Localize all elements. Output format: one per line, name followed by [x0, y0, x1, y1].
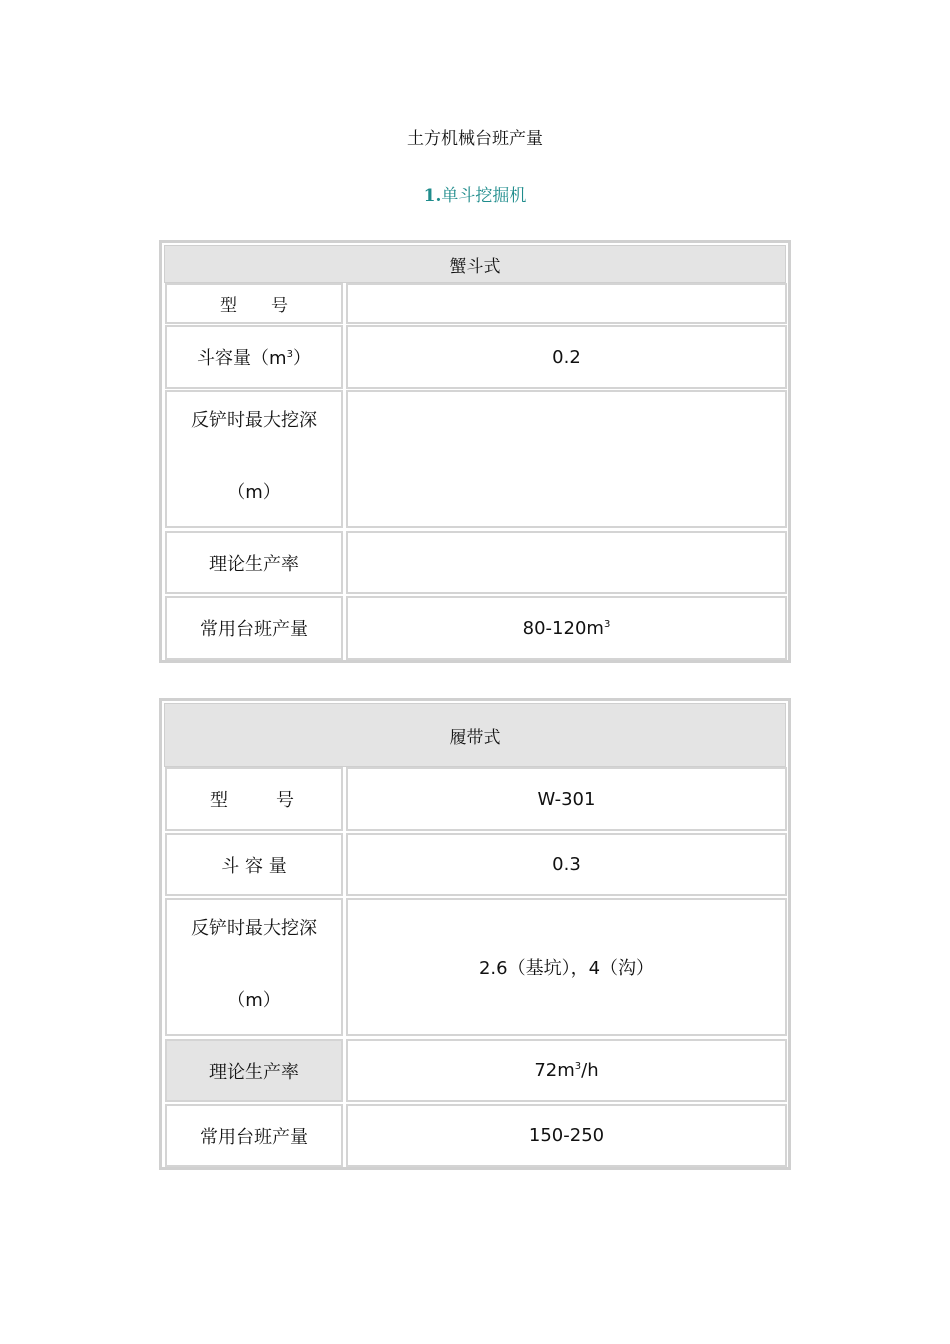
shift-output-value: $80-120m^3$ — [346, 596, 787, 660]
table-crawler-excavator — [159, 698, 791, 1170]
shift-output-label: 常用台班产量 — [165, 596, 343, 660]
capacity-label: 斗 容 量 — [165, 833, 343, 896]
model-value — [346, 283, 787, 324]
section-heading — [0, 181, 950, 206]
theoretical-rate-label: 理论生产率 — [165, 1039, 343, 1102]
model-label: 型 号 — [165, 283, 343, 324]
max-depth-value — [346, 390, 787, 528]
theoretical-rate-value — [346, 531, 787, 594]
max-depth-label: 反铲时最大挖深 （m） — [165, 898, 343, 1036]
table-clamshell-excavator — [159, 240, 791, 663]
document-title: 土方机械台班产量 — [407, 129, 543, 149]
theoretical-rate-label: 理论生产率 — [165, 531, 343, 594]
capacity-value: 0.3 — [346, 833, 787, 896]
max-depth-value: 2.6（基坑），4（沟） — [346, 898, 787, 1036]
model-label: 型 号 — [165, 767, 343, 831]
capacity-label: 斗容量$(m^3)$ — [165, 325, 343, 389]
section-title: 单斗挖掘机 — [441, 186, 527, 206]
shift-output-label: 常用台班产量 — [165, 1104, 343, 1167]
model-value: W-301 — [346, 767, 787, 831]
table-header: 蟹斗式 — [164, 245, 786, 283]
capacity-value: 0.2 — [346, 325, 787, 389]
shift-output-value: 150-250 — [346, 1104, 787, 1167]
section-number: 1. — [423, 186, 442, 206]
theoretical-rate-value: $72m^3/h$ — [346, 1039, 787, 1102]
table-header: 履带式 — [164, 703, 786, 767]
max-depth-label: 反铲时最大挖深 （m） — [165, 390, 343, 528]
